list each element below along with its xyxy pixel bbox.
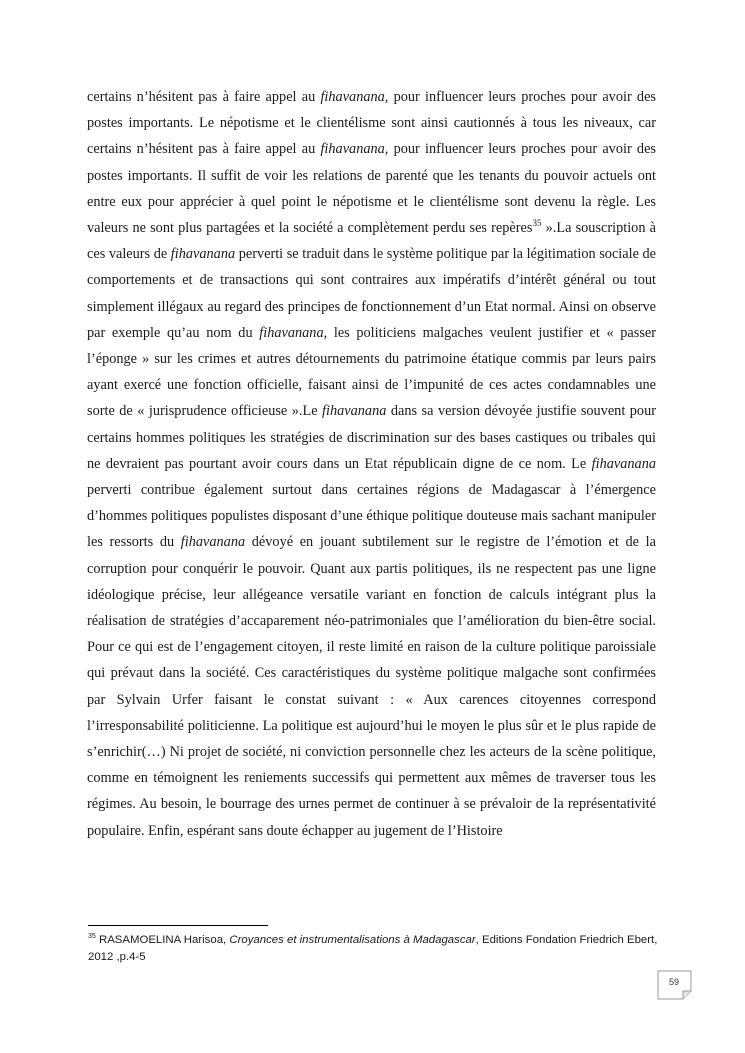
- footnote-number: 35: [88, 933, 96, 941]
- text-run: , pour influencer leurs proches pour avoir des postes importants. Le népotisme et le clientélisme sont ainsi cautionnés à tous les niveaux, car certains n’hésitent pas à faire appel au: [87, 89, 656, 158]
- italic-term: fihavanana: [320, 89, 385, 105]
- italic-term: fihavanana: [320, 141, 385, 158]
- footnote: [88, 932, 668, 966]
- italic-term: fihavanana: [322, 403, 387, 420]
- text-run: perverti se traduit dans le système politique par la légitimation sociale de comportements et de transactions qui sont contraires aux impératifs d’intérêt général ou tout simplement illégaux au regard des principes de fonctionnement d’un Etat normal. Ainsi on observe par exemple qu’au nom du: [87, 246, 656, 341]
- footnote-author: RASAMOELINA Harisoa,: [95, 934, 230, 946]
- text-run: certains n’hésitent pas à faire appel au: [87, 89, 321, 105]
- footnote-title: Croyances et instrumentalisations à Madagascar: [229, 934, 476, 946]
- italic-term: fihavanana: [591, 455, 656, 472]
- text-run: ».La souscription à ces valeurs de: [87, 220, 656, 263]
- italic-term: fihavanana: [180, 534, 246, 551]
- body-paragraph: [87, 84, 656, 844]
- text-run: , pour influencer leurs proches pour avoir des postes importants. Il suffit de voir les relations de parenté que les tenants du pouvoir actuels ont entre eux pour apprécier à quel point le népotisme et le clientélisme sont devenu la règle. Les valeurs ne sont plus partagées et la société a complètement perdu ses repères: [87, 141, 656, 237]
- page-number: 59: [668, 977, 679, 987]
- text-run: dans sa version dévoyée justifie souvent pour certains hommes politiques les stratégies de discrimination sur des bases castiques ou tribales qui ne devraient pas pourtant avoir cours dans un Etat républicain digne de ce nom. Le: [87, 403, 656, 472]
- page-number-badge: [657, 970, 693, 1000]
- footnote-separator: [88, 925, 268, 926]
- italic-term: fihavanana: [170, 246, 236, 263]
- italic-term: fihavanana: [259, 324, 324, 341]
- footnote-publication: , Editions Fondation Friedrich Ebert, 2012 ,p.4-5: [88, 934, 658, 963]
- text-run: dévoyé en jouant subtilement sur le registre de l’émotion et de la corruption pour conquérir le pouvoir. Quant aux partis politiques, ils ne respectent pas une ligne idéologique précise, leur allégeance versatile variant en fonction de calculs intégrant plus la réalisation de stratégies d’accaparement néo-patrimoniales que l’amélioration du bien-être social. Pour ce qui est de l’engagement citoyen, il reste limité en raison de la culture politique paroissiale qui prévaut dans la société. Ces caractéristiques du système politique malgache sont confirmées par Sylvain Urfer faisant le constat suivant : « Aux carences citoyennes correspond l’irresponsabilité politicienne. La politique est aujourd’hui le moyen le plus sûr et le plus rapide de s’enrichir(…) Ni projet de société, ni conviction personnelle chez les acteurs de la scène politique, comme en témoignent les reniements successifs qui permettent aux mêmes de traverser tous les régimes. Au besoin, le bourrage des urnes permet de continuer à se prévaloir de la représentativité populaire. Enfin, espérant sans doute échapper au jugement de l’Histoire: [87, 534, 656, 839]
- footnote-reference[interactable]: 35: [532, 218, 542, 229]
- text-run: , les politiciens malgaches veulent justifier et « passer l’éponge » sur les crimes et autres détournements du patrimoine étatique commis par leurs pairs ayant exercé une fonction officielle, faisant ainsi de l’impunité de ces actes condamnables une sorte de « jurisprudence officieuse ».Le: [87, 324, 656, 420]
- text-run: perverti contribue également surtout dans certaines régions de Madagascar à l’émergence d’hommes politiques populistes disposant d’une éthique politique douteuse mais sachant manipuler les ressorts du: [87, 482, 656, 551]
